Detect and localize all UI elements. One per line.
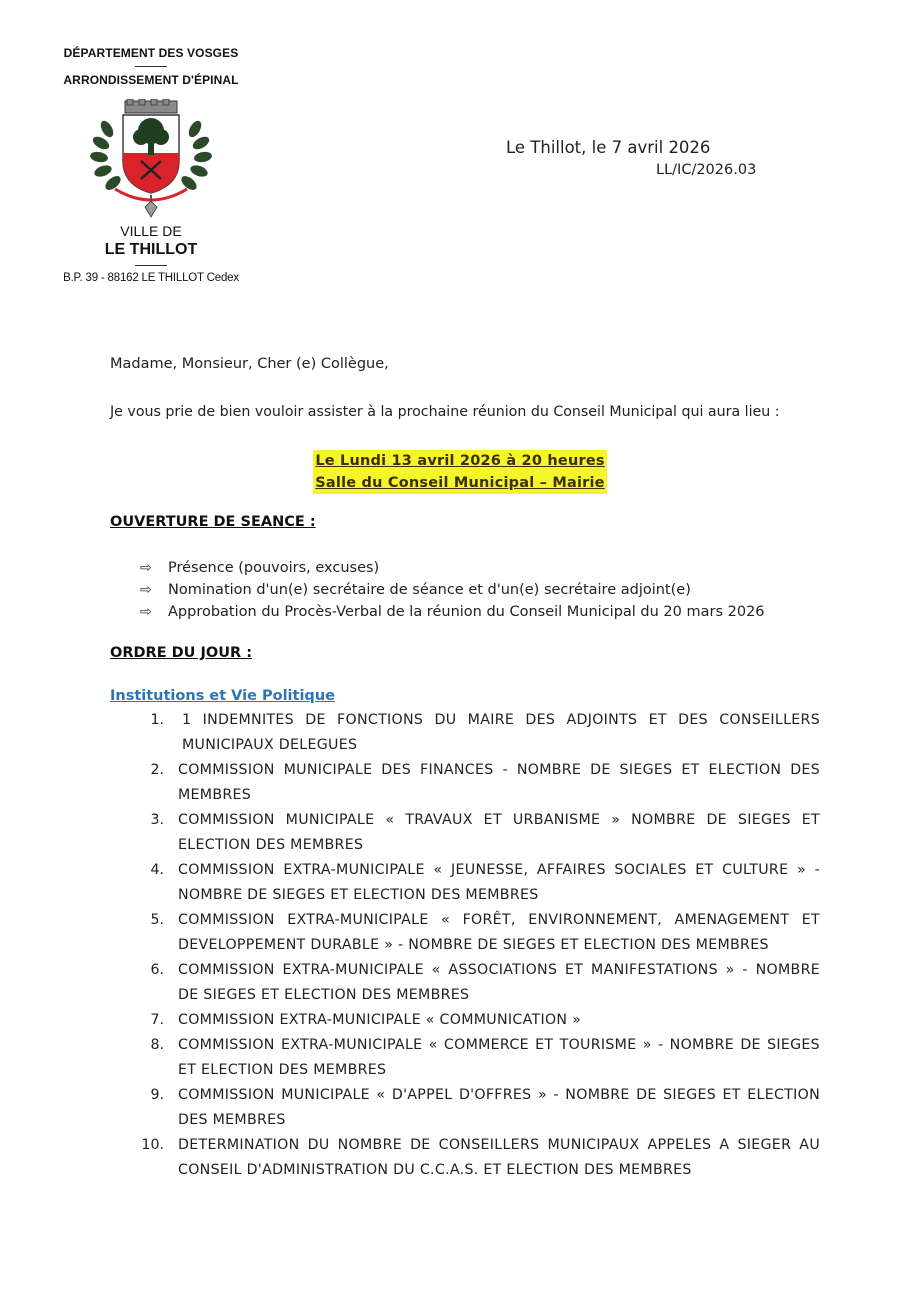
agenda-item xyxy=(130,908,820,958)
agenda-item-text: COMMISSION MUNICIPALE « TRAVAUX ET URBANISME » NOMBRE DE SIEGES ET ELECTION DES MEMBRES xyxy=(178,812,820,853)
agenda-item-number: 10. xyxy=(141,1137,164,1153)
agenda-item-text: COMMISSION EXTRA-MUNICIPALE « COMMUNICATION » xyxy=(178,1012,582,1028)
list-item xyxy=(140,579,765,601)
city-prefix: VILLE DE xyxy=(120,223,182,239)
agenda-item-text: COMMISSION EXTRA-MUNICIPALE « FORÊT, ENVIRONNEMENT, AMENAGEMENT ET DEVELOPPEMENT DURABLE » - NOMBRE DE SIEGES ET ELECTION DES MEMBRES xyxy=(178,912,820,953)
arrow-right-icon: ⇨ xyxy=(140,560,152,576)
list-item-text: Présence (pouvoirs, excuses) xyxy=(168,560,380,576)
meeting-date-time: Le Lundi 13 avril 2026 à 20 heures xyxy=(313,450,606,472)
list-item-text: Approbation du Procès-Verbal de la réunion du Conseil Municipal du 20 mars 2026 xyxy=(168,604,765,620)
agenda-list xyxy=(130,708,820,1183)
divider xyxy=(135,265,167,266)
agenda-item-text: COMMISSION EXTRA-MUNICIPALE « ASSOCIATIONS ET MANIFESTATIONS » - NOMBRE DE SIEGES ET ELECTION DES MEMBRES xyxy=(178,962,820,1003)
section-title-ordre-du-jour: ORDRE DU JOUR : xyxy=(110,645,253,661)
list-item-text: Nomination d'un(e) secrétaire de séance et d'un(e) secrétaire adjoint(e) xyxy=(168,582,691,598)
ouverture-list xyxy=(140,557,765,623)
agenda-item xyxy=(130,808,820,858)
agenda-item-number: 9. xyxy=(150,1087,164,1103)
intro-paragraph: Je vous prie de bien vouloir assister à la prochaine réunion du Conseil Municipal qui aura lieu : xyxy=(110,404,780,420)
letterhead xyxy=(40,46,262,284)
arrow-right-icon: ⇨ xyxy=(140,582,152,598)
agenda-item-number: 7. xyxy=(150,1012,164,1028)
reference-number: LL/IC/2026.03 xyxy=(656,162,757,178)
date-line: Le Thillot, le 7 avril 2026 xyxy=(506,138,711,157)
agenda-item-number: 2. xyxy=(150,762,164,778)
agenda-item xyxy=(130,758,820,808)
agenda-item xyxy=(130,1133,820,1183)
agenda-item-number: 5. xyxy=(150,912,164,928)
agenda-item-text: DETERMINATION DU NOMBRE DE CONSEILLERS MUNICIPAUX APPELES A SIEGER AU CONSEIL D'ADMINISTRATION DU C.C.A.S. ET ELECTION DES MEMBRES xyxy=(178,1137,820,1178)
agenda-item-number: 8. xyxy=(150,1037,164,1053)
salutation: Madame, Monsieur, Cher (e) Collègue, xyxy=(110,356,389,372)
city-name: LE THILLOT xyxy=(104,241,198,258)
agenda-item xyxy=(130,708,820,758)
agenda-item-number: 4. xyxy=(150,862,164,878)
list-item xyxy=(140,601,765,623)
agenda-item xyxy=(130,858,820,908)
arrow-right-icon: ⇨ xyxy=(140,604,152,620)
agenda-item xyxy=(130,1033,820,1083)
agenda-item-text: 1 INDEMNITES DE FONCTIONS DU MAIRE DES ADJOINTS ET DES CONSEILLERS MUNICIPAUX DELEGUES xyxy=(182,712,820,753)
meeting-info xyxy=(0,450,900,494)
section-title-ouverture: OUVERTURE DE SEANCE : xyxy=(110,514,316,530)
agenda-item-text: COMMISSION EXTRA-MUNICIPALE « COMMERCE ET TOURISME » - NOMBRE DE SIEGES ET ELECTION DES MEMBRES xyxy=(178,1037,820,1078)
department-label: DÉPARTEMENT DES VOSGES xyxy=(63,46,239,60)
arrondissement-label: ARRONDISSEMENT D'ÉPINAL xyxy=(63,73,239,87)
agenda-item xyxy=(130,1008,820,1033)
agenda-item-text: COMMISSION MUNICIPALE « D'APPEL D'OFFRES » - NOMBRE DE SIEGES ET ELECTION DES MEMBRES xyxy=(178,1087,820,1128)
agenda-item-number: 3. xyxy=(150,812,164,828)
coat-of-arms-icon xyxy=(85,99,217,219)
agenda-item-text: COMMISSION EXTRA-MUNICIPALE « JEUNESSE, AFFAIRES SOCIALES ET CULTURE » - NOMBRE DE SIEGES ET ELECTION DES MEMBRES xyxy=(178,862,820,903)
list-item xyxy=(140,557,765,579)
divider xyxy=(135,66,167,67)
postal-address: B.P. 39 - 88162 LE THILLOT Cedex xyxy=(63,272,239,284)
agenda-item xyxy=(130,1083,820,1133)
subsection-title: Institutions et Vie Politique xyxy=(110,688,335,704)
agenda-item-number: 6. xyxy=(150,962,164,978)
agenda-item xyxy=(130,958,820,1008)
meeting-location: Salle du Conseil Municipal – Mairie xyxy=(313,472,606,494)
agenda-item-number: 1. xyxy=(150,712,164,728)
agenda-item-text: COMMISSION MUNICIPALE DES FINANCES - NOMBRE DE SIEGES ET ELECTION DES MEMBRES xyxy=(178,762,820,803)
